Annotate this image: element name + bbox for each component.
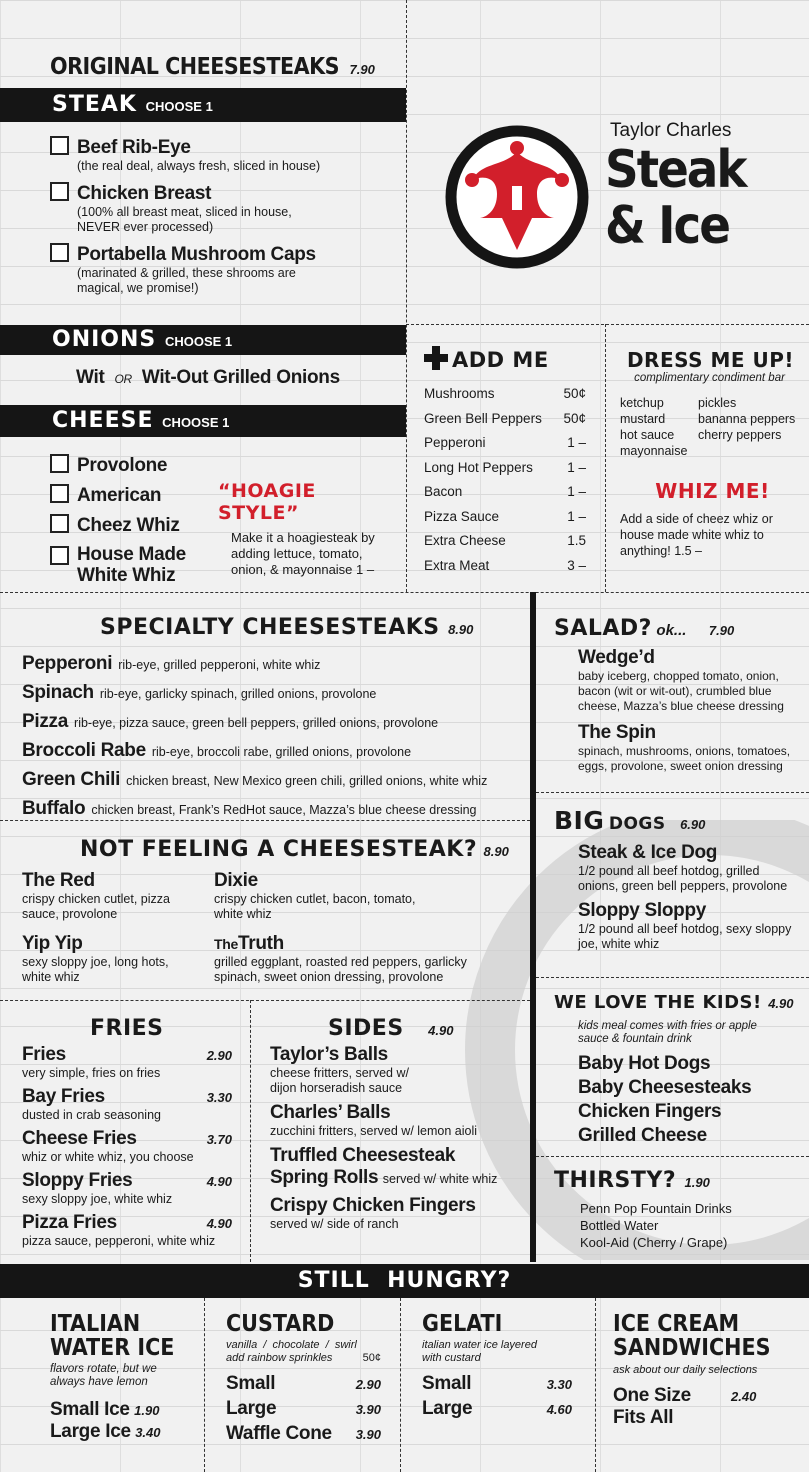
specialty-item	[22, 766, 527, 795]
sides-list	[270, 1044, 525, 1232]
condiment: ketchup	[620, 396, 664, 410]
item-desc: very simple, fries on fries	[22, 1066, 161, 1080]
fries-item	[22, 1170, 232, 1207]
fries-item	[22, 1086, 232, 1123]
item-name: The Spin	[578, 722, 656, 743]
add-me-title	[424, 346, 586, 372]
item-name: Large Ice	[50, 1421, 131, 1442]
add-me-item	[424, 407, 586, 432]
item-name: Small	[422, 1373, 472, 1394]
item-desc: zucchini fritters, served w/ lemon aioli	[270, 1124, 478, 1138]
drink-item: Penn Pop Fountain Drinks	[580, 1201, 732, 1216]
bigdogs-big: BIG	[554, 806, 605, 835]
bigdogs-item	[578, 900, 803, 952]
gelati-section	[422, 1312, 572, 1420]
add-me-section	[424, 346, 586, 578]
cheese-item[interactable]	[50, 484, 220, 507]
item-price: 3.90	[355, 1427, 381, 1442]
cheese-bar-sub: CHOOSE 1	[162, 415, 230, 430]
item-name: Truth	[238, 933, 284, 954]
item-name: Spring Rolls	[270, 1167, 379, 1188]
sides-item	[270, 1145, 525, 1189]
steak-item-name: Beef Rib-Eye	[77, 137, 191, 158]
item-name: Bacon	[424, 484, 463, 499]
steak-item[interactable]	[50, 136, 400, 174]
jester-logo-icon	[442, 122, 592, 272]
still-hungry-title: STILL HUNGRY?	[297, 1268, 512, 1293]
waterice-row	[50, 1399, 200, 1421]
divider	[536, 792, 809, 793]
fries-item-row	[22, 1212, 232, 1234]
add-me-item	[424, 480, 586, 505]
divider	[536, 1156, 809, 1157]
custard-sprinkles	[226, 1352, 381, 1365]
item-name: One Size	[613, 1385, 691, 1406]
thirsty-header	[554, 1168, 710, 1193]
add-me-title-text: ADD ME	[452, 348, 549, 372]
waterice-sub: flavors rotate, but we always have lemon	[50, 1363, 157, 1388]
item-price: 1.5	[567, 533, 586, 548]
waterice-row	[50, 1421, 200, 1443]
steak-bar-title: STEAK	[52, 92, 137, 117]
checkbox[interactable]	[50, 243, 69, 262]
item-name: Taylor’s Balls	[270, 1044, 388, 1065]
item-desc: sexy sloppy joe, white whiz	[22, 1192, 173, 1206]
item-name: Extra Cheese	[424, 533, 506, 548]
brand-line2: Steak	[605, 140, 746, 200]
kids-list	[578, 1052, 751, 1148]
checkbox[interactable]	[50, 136, 69, 155]
salad-list	[578, 647, 803, 774]
gelati-row	[422, 1398, 572, 1420]
add-me-item	[424, 431, 586, 456]
item-price: 2.90	[206, 1048, 232, 1063]
notfeeling-item	[214, 870, 434, 922]
item-desc: crispy chicken cutlet, pizza sauce, provolone	[22, 892, 170, 921]
cheese-item-name: Provolone	[77, 455, 168, 476]
fries-item-row	[22, 1086, 232, 1108]
item-desc: rib-eye, broccoli rabe, grilled onions, provolone	[151, 745, 412, 759]
checkbox[interactable]	[50, 454, 69, 473]
notfeeling-item	[22, 870, 207, 922]
custard-title: CUSTARD	[226, 1311, 335, 1337]
checkbox[interactable]	[50, 546, 69, 565]
sides-header	[328, 1016, 453, 1041]
plus-icon	[424, 346, 448, 370]
item-price: 4.60	[546, 1402, 572, 1417]
item-desc: 1/2 pound all beef hotdog, sexy sloppy joe, white whiz	[578, 922, 792, 951]
dress-sub: complimentary condiment bar	[634, 372, 785, 384]
bigdogs-price: 6.90	[680, 817, 706, 832]
kids-price: 4.90	[768, 996, 794, 1011]
original-price: 7.90	[349, 62, 375, 77]
item-name: Waffle Cone	[226, 1423, 332, 1444]
item-name: Long Hot Peppers	[424, 459, 533, 475]
waterice-title: WATER ICE	[50, 1335, 175, 1361]
divider	[0, 1000, 530, 1001]
condiment: mayonnaise	[620, 444, 688, 458]
item-name: Pepperoni	[424, 435, 486, 450]
add-me-item	[424, 554, 586, 579]
item-desc: chicken breast, Frank’s RedHot sauce, Mazza’s blue cheese dressing	[91, 803, 477, 817]
item-name: Sloppy Fries	[22, 1170, 133, 1191]
item-price: 1 –	[567, 508, 586, 524]
icecream-section	[613, 1312, 793, 1429]
kids-item: Baby Hot Dogs	[578, 1053, 711, 1074]
item-name: Crispy Chicken Fingers	[270, 1195, 476, 1216]
cheese-item-name: Cheez Whiz	[77, 515, 180, 536]
onions-bar-title: ONIONS	[52, 327, 157, 352]
item-name: Fries	[22, 1044, 66, 1065]
fries-item	[22, 1128, 232, 1165]
steak-list	[50, 136, 400, 296]
drink-item: Kool-Aid (Cherry / Grape)	[580, 1235, 728, 1250]
cheese-bar	[0, 405, 406, 437]
icecream-title: ICE CREAM	[613, 1311, 740, 1337]
divider	[250, 1000, 251, 1262]
checkbox[interactable]	[50, 484, 69, 503]
hoagie-title: “HOAGIE STYLE”	[218, 480, 316, 524]
fries-list	[22, 1044, 232, 1254]
specialty-item	[22, 679, 527, 708]
item-name: Buffalo	[22, 798, 86, 819]
fries-item-row	[22, 1044, 232, 1066]
divider	[530, 592, 536, 1262]
item-name: Pizza Sauce	[424, 508, 500, 524]
sides-item	[270, 1044, 525, 1096]
item-name: Yip Yip	[22, 933, 83, 954]
item-desc: whiz or white whiz, you choose	[22, 1150, 194, 1164]
item-price: 3.30	[206, 1090, 232, 1105]
item-price: 2.90	[355, 1377, 381, 1392]
divider	[0, 592, 809, 593]
onions-bar-sub: CHOOSE 1	[164, 334, 233, 349]
brand-logo	[442, 112, 782, 272]
onions-wit[interactable]: Wit	[76, 367, 105, 388]
kids-sub: kids meal comes with fries or apple sauce & fountain drink	[578, 1020, 757, 1045]
item-name: Truffled Cheesesteak	[270, 1145, 456, 1166]
waterice-section	[50, 1312, 200, 1443]
still-hungry-bar	[0, 1264, 809, 1298]
item-desc: served w/ side of ranch	[270, 1217, 399, 1231]
dress-col2	[698, 395, 795, 459]
cheese-list	[50, 454, 220, 586]
item-price: 2.40	[731, 1389, 757, 1404]
item-name: Pizza	[22, 711, 69, 732]
item-desc: chicken breast, New Mexico green chili, grilled onions, white whiz	[126, 774, 488, 788]
item-name: Dixie	[214, 870, 258, 891]
cheese-item[interactable]	[50, 544, 220, 586]
item-desc: spinach, mushrooms, onions, tomatoes, eggs, provolone, sweet onion dressing	[578, 744, 791, 773]
item-desc: grilled eggplant, roasted red peppers, garlicky spinach, sweet onion dressing, provolone	[214, 955, 467, 984]
kids-item: Chicken Fingers	[578, 1101, 722, 1122]
notfeeling-header	[80, 837, 509, 862]
item-name: Pizza Fries	[22, 1212, 117, 1233]
specialty-title: SPECIALTY CHEESESTEAKS	[100, 615, 440, 640]
icecream-title: SANDWICHES	[613, 1335, 771, 1361]
bigdogs-dogs: DOGS	[608, 814, 666, 834]
gelati-title: GELATI	[422, 1311, 503, 1337]
item-name: Sloppy Sloppy	[578, 900, 707, 921]
custard-row	[226, 1373, 381, 1395]
hoagie-box	[218, 480, 398, 578]
item-price: 3.90	[355, 1402, 381, 1417]
item-name: Steak & Ice Dog	[578, 842, 718, 863]
divider	[605, 324, 606, 592]
steak-bar-sub: CHOOSE 1	[145, 99, 213, 114]
notfeeling-price: 8.90	[483, 844, 509, 859]
item-name: Small	[226, 1373, 276, 1394]
specialty-list	[22, 650, 527, 824]
checkbox[interactable]	[50, 514, 69, 533]
item-name: Mushrooms	[424, 386, 495, 401]
divider	[0, 820, 530, 821]
original-title: ORIGINAL CHEESESTEAKS	[50, 54, 340, 80]
item-desc: 1/2 pound all beef hotdog, grilled onions, green bell peppers, provolone	[578, 864, 788, 893]
steak-item[interactable]	[50, 243, 400, 296]
custard-row	[226, 1423, 381, 1445]
gelati-sub: italian water ice layered with custard	[422, 1339, 537, 1364]
divider	[595, 1298, 596, 1472]
onions-or: OR	[114, 372, 132, 386]
gelati-row	[422, 1373, 572, 1395]
fries-item	[22, 1212, 232, 1249]
dress-col1	[620, 395, 698, 459]
item-price: 4.90	[206, 1174, 232, 1189]
item-desc: rib-eye, garlicky spinach, grilled onions, provolone	[99, 687, 377, 701]
item-desc: pizza sauce, pepperoni, white whiz	[22, 1234, 216, 1248]
item-price: 1 –	[567, 484, 586, 499]
onions-choice[interactable]	[76, 367, 340, 389]
item-desc: cheese fritters, served w/ dijon horseradish sauce	[270, 1066, 409, 1095]
bigdogs-header	[554, 806, 705, 835]
dress-lists	[620, 395, 805, 459]
salad-title: SALAD?	[554, 616, 652, 641]
waterice-title: ITALIAN	[50, 1311, 141, 1337]
item-price: 1 –	[567, 435, 586, 450]
item-name: Fits All	[613, 1407, 674, 1428]
steak-item[interactable]	[50, 182, 400, 235]
item-desc: dusted in crab seasoning	[22, 1108, 161, 1122]
item-price: 3.40	[135, 1425, 161, 1440]
salad-item	[578, 722, 803, 774]
custard-sub: vanilla / chocolate / swirl	[226, 1339, 357, 1351]
item-price: 50¢	[563, 410, 586, 426]
steak-item-desc: (marinated & grilled, these shrooms are magical, we promise!)	[77, 266, 296, 295]
item-name: The Red	[22, 870, 95, 891]
icecream-sub: ask about our daily selections	[613, 1364, 758, 1376]
sides-price: 4.90	[428, 1023, 454, 1038]
bigdogs-item	[578, 842, 803, 894]
item-name: Extra Meat	[424, 557, 490, 573]
item-name: Bay Fries	[22, 1086, 105, 1107]
cheese-item-name: House Made White Whiz	[77, 544, 186, 586]
original-header	[50, 54, 375, 80]
item-name: Green Chili	[22, 769, 121, 790]
sides-item	[270, 1195, 525, 1232]
cheese-item-name: American	[77, 485, 162, 506]
item-price: 3 –	[567, 557, 586, 573]
kids-item: Baby Cheesesteaks	[578, 1077, 752, 1098]
kids-title: WE LOVE THE KIDS!	[554, 992, 762, 1013]
steak-item-name: Chicken Breast	[77, 183, 212, 204]
fries-item-row	[22, 1170, 232, 1192]
item-desc: rib-eye, pizza sauce, green bell peppers, grilled onions, provolone	[74, 716, 439, 730]
steak-item-desc: (100% all breast meat, sliced in house, NEVER ever processed)	[77, 205, 292, 234]
bigdogs-list	[578, 842, 803, 952]
cheese-item[interactable]	[50, 514, 220, 537]
notfeeling-item	[214, 933, 514, 985]
checkbox[interactable]	[50, 182, 69, 201]
item-desc: sexy sloppy joe, long hots, white whiz	[22, 955, 169, 984]
add-me-list	[424, 382, 586, 578]
divider	[204, 1298, 205, 1472]
item-price: 3.70	[206, 1132, 232, 1147]
item-name: Wedge’d	[578, 647, 655, 668]
divider	[406, 324, 809, 325]
custard-sub: add rainbow sprinkles	[226, 1352, 333, 1364]
item-name: Spinach	[22, 682, 94, 703]
notfeeling-item	[22, 933, 192, 985]
brand-line1: Taylor Charles	[610, 120, 732, 141]
dress-section	[620, 348, 805, 559]
hoagie-desc: Make it a hoagiesteak by adding lettuce, tomato, onion, & mayonnaise 1 –	[231, 530, 375, 577]
steak-item-name: Portabella Mushroom Caps	[77, 244, 316, 265]
salad-ok: ok...	[656, 622, 687, 639]
add-me-item	[424, 456, 586, 481]
divider	[406, 0, 407, 592]
steak-bar	[0, 88, 406, 122]
kids-item: Grilled Cheese	[578, 1125, 707, 1146]
thirsty-list	[580, 1200, 732, 1251]
salad-header	[554, 616, 734, 641]
fries-title: FRIES	[90, 1016, 164, 1041]
item-name: Small Ice	[50, 1399, 130, 1420]
drink-item: Bottled Water	[580, 1218, 659, 1233]
item-name: Broccoli Rabe	[22, 740, 146, 761]
item-price: 50¢	[563, 386, 586, 401]
condiment: bananna peppers	[698, 412, 796, 426]
kids-header	[554, 992, 794, 1013]
dress-title: DRESS ME UP!	[626, 348, 795, 372]
whiz-title: WHIZ ME!	[655, 479, 770, 503]
whiz-desc: Add a side of cheez whiz or house made white whiz to anything! 1.5 –	[620, 512, 773, 558]
condiment: pickles	[698, 396, 737, 410]
item-name: Cheese Fries	[22, 1128, 137, 1149]
condiment: mustard	[620, 412, 666, 426]
onions-bar	[0, 325, 406, 355]
item-desc: served w/ white whiz	[382, 1172, 498, 1186]
divider	[400, 1298, 401, 1472]
item-price: 50¢	[362, 1352, 381, 1364]
item-price: 3.30	[546, 1377, 572, 1392]
item-desc: rib-eye, grilled pepperoni, white whiz	[118, 658, 321, 672]
divider	[536, 977, 809, 978]
onions-witout[interactable]: Wit-Out Grilled Onions	[141, 367, 340, 388]
fries-item-row	[22, 1128, 232, 1150]
cheese-item[interactable]	[50, 454, 220, 477]
custard-row	[226, 1398, 381, 1420]
salad-price: 7.90	[708, 623, 735, 638]
item-name: Large	[226, 1398, 277, 1419]
item-name: Large	[422, 1398, 473, 1419]
brand-line3: & Ice	[605, 196, 729, 256]
specialty-header	[100, 615, 473, 640]
add-me-item	[424, 529, 586, 554]
thirsty-title: THIRSTY?	[554, 1168, 677, 1193]
item-desc: baby iceberg, chopped tomato, onion, bacon (wit or wit-out), crumbled blue cheese, Mazza’s blue cheese dressing	[578, 669, 784, 713]
specialty-price: 8.90	[448, 622, 474, 637]
item-name: Pepperoni	[22, 653, 113, 674]
item-name: Green Bell Peppers	[424, 410, 542, 426]
sides-title: SIDES	[328, 1016, 404, 1041]
item-price: 1.90	[134, 1403, 160, 1418]
notfeeling-title: NOT FEELING A CHEESESTEAK?	[80, 837, 478, 862]
sides-item	[270, 1102, 525, 1139]
specialty-item	[22, 737, 527, 766]
specialty-item	[22, 708, 527, 737]
item-price: 1 –	[567, 459, 586, 475]
specialty-item	[22, 650, 527, 679]
custard-section	[226, 1312, 381, 1445]
salad-item	[578, 647, 803, 714]
item-name-prefix: The	[214, 936, 238, 952]
item-desc: crispy chicken cutlet, bacon, tomato, white whiz	[214, 892, 416, 921]
condiment: hot sauce	[620, 428, 675, 442]
item-price: 4.90	[206, 1216, 232, 1231]
fries-item	[22, 1044, 232, 1081]
add-me-item	[424, 382, 586, 407]
steak-item-desc: (the real deal, always fresh, sliced in house)	[77, 159, 321, 173]
icecream-row	[613, 1385, 793, 1429]
cheese-bar-title: CHEESE	[52, 408, 154, 433]
add-me-item	[424, 505, 586, 530]
thirsty-price: 1.90	[684, 1175, 710, 1190]
condiment: cherry peppers	[698, 428, 782, 442]
item-name: Charles’ Balls	[270, 1102, 391, 1123]
